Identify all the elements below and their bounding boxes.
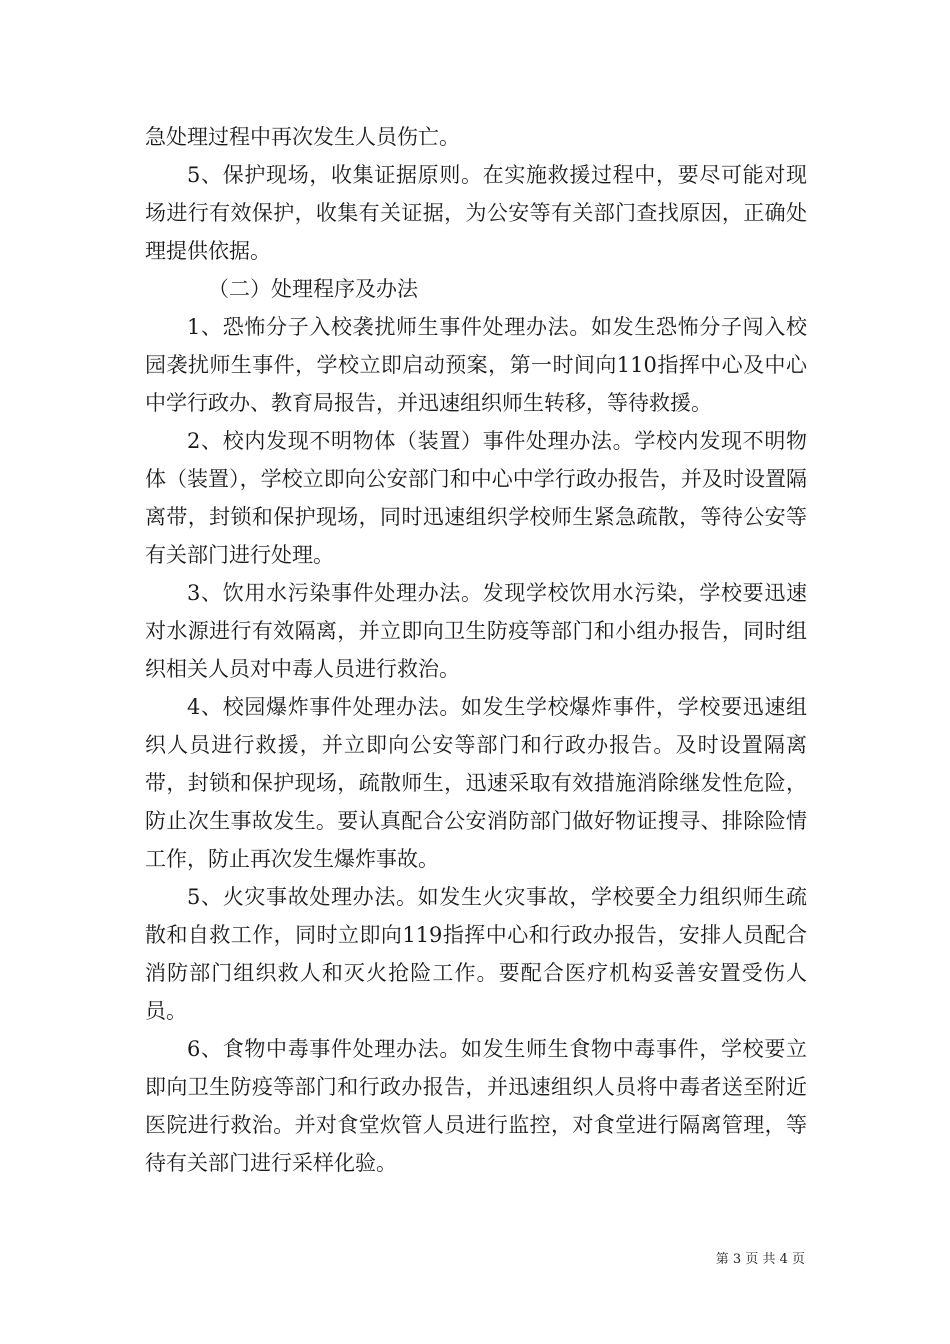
paragraph-procedure-1: 1、恐怖分子入校袭扰师生事件处理办法。如发生恐怖分子闯入校园袭扰师生事件，学校立即启动预案，第一时间向110指挥中心及中心中学行政办、教育局报告，并迅速组织师生转移，等待救援。 [145, 315, 807, 415]
paragraph-procedure-2: 2、校内发现不明物体（装置）事件处理办法。学校内发现不明物体（装置），学校立即向公安部门和中心中学行政办报告，并及时设置隔离带，封锁和保护现场，同时迅速组织学校师生紧急疏散，等待公安等有关部门进行处理。 [145, 429, 807, 567]
paragraph-procedure-4: 4、校园爆炸事件处理办法。如发生学校爆炸事件，学校要迅速组织人员进行救援，并立即向公安等部门和行政办报告。及时设置隔离带，封锁和保护现场，疏散师生，迅速采取有效措施消除继发性危险，防止次生事故发生。要认真配合公安消防部门做好物证搜寻、排除险情工作，防止再次发生爆炸事故。 [145, 695, 807, 871]
paragraph-principle-5: 5、保护现场，收集证据原则。在实施救援过程中，要尽可能对现场进行有效保护，收集有关证据，为公安等有关部门查找原因，正确处理提供依据。 [145, 163, 807, 263]
paragraph-procedure-5: 5、火灾事故处理办法。如发生火灾事故，学校要全力组织师生疏散和自救工作，同时立即向119指挥中心和行政办报告，安排人员配合消防部门组织救人和灭火抢险工作。要配合医疗机构妥善安置受伤人员。 [145, 885, 807, 1023]
page-number: 第 3 页 共 4 页 [715, 1252, 805, 1267]
paragraph-procedure-6: 6、食物中毒事件处理办法。如发生师生食物中毒事件，学校要立即向卫生防疫等部门和行政办报告，并迅速组织人员将中毒者送至附近医院进行救治。并对食堂炊管人员进行监控，对食堂进行隔离管理，等待有关部门进行采样化验。 [145, 1037, 807, 1175]
section-heading: （二）处理程序及办法 [208, 277, 418, 301]
document-body [145, 118, 807, 1182]
paragraph-continuation: 急处理过程中再次发生人员伤亡。 [145, 125, 460, 149]
paragraph-procedure-3: 3、饮用水污染事件处理办法。发现学校饮用水污染，学校要迅速对水源进行有效隔离，并立即向卫生防疫等部门和小组办报告，同时组织相关人员对中毒人员进行救治。 [145, 581, 807, 681]
